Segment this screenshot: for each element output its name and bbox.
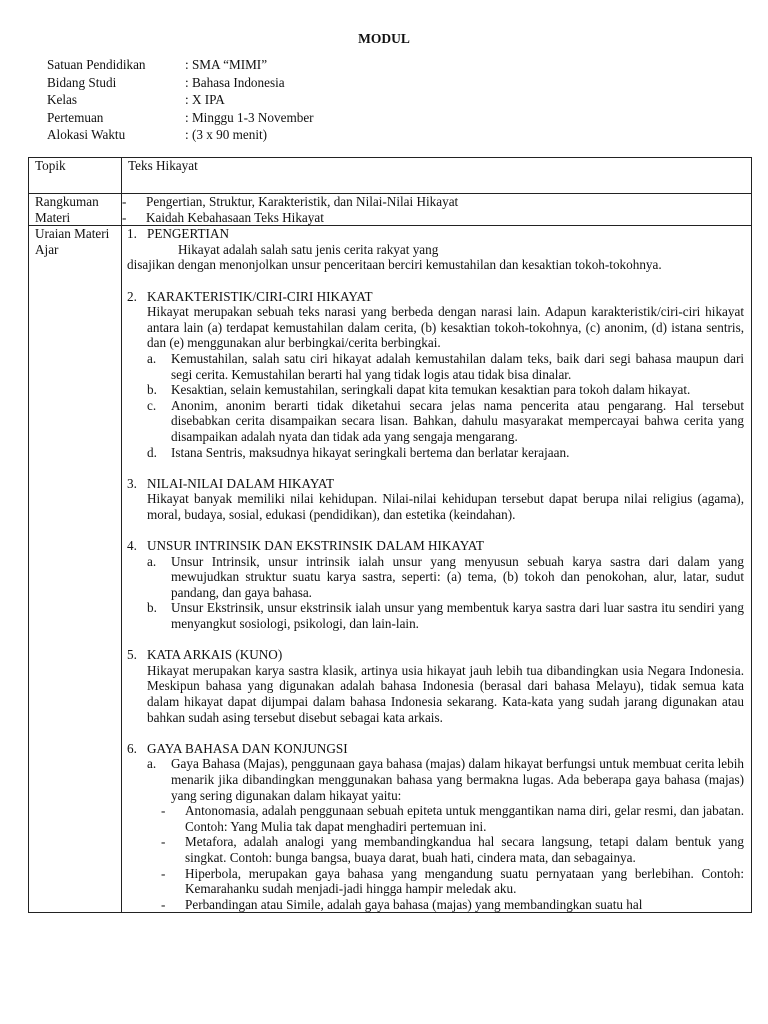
list-item <box>127 756 744 803</box>
table-row-topik <box>29 158 752 194</box>
rangkuman-label: Rangkuman Materi <box>29 194 122 226</box>
list-item <box>127 600 744 631</box>
list-item <box>127 351 744 382</box>
section-number: 1. <box>127 226 137 242</box>
list-item-text: Metafora, adalah analogi yang membandingkandua hal secara langsung, tetapi dalam bentuk yang singkat. Contoh: bunga bangsa, buaya darat, buah hati, cindera mata, dan sebagainya. <box>185 834 744 865</box>
list-item <box>127 834 744 865</box>
list-item-text: Kemustahilan, salah satu ciri hikayat adalah kemustahilan dalam teks, baik dari segi bahasa maupun dari segi cerita. Kemustahilan berarti hal yang tidak logis atau tidak bisa dinalar. <box>171 350 744 382</box>
section-pengertian <box>127 226 744 273</box>
dash-marker: - <box>161 803 166 819</box>
list-item-text: Kaidah Kebahasaan Teks Hikayat <box>146 209 324 225</box>
section-unsur <box>127 538 744 632</box>
list-marker: a. <box>147 756 157 772</box>
meta-value: : SMA “MIMI” <box>185 57 268 72</box>
meta-value: : Bahasa Indonesia <box>185 74 285 90</box>
list-item-text: Anonim, anonim berarti tidak diketahui secara jelas nama pencerita atau pengarang. Hal tersebut disebabkan cerita disampaikan secara lisan. Bahkan, dahulu masyarakat mempercayai bahwa cerita yang disampaikan adalah nyata dan tidak ada yang sengaja mengarang. <box>171 397 744 444</box>
list-item-text: Istana Sentris, maksudnya hikayat seringkali bertema dan berlatar kerajaan. <box>171 444 570 460</box>
meta-row <box>47 75 314 93</box>
meta-row <box>47 57 314 75</box>
module-table <box>28 157 752 913</box>
list-item-text: Kesaktian, selain kemustahilan, seringkali dapat kita temukan kesaktian para tokoh dalam hikayat. <box>171 382 691 398</box>
rangkuman-list <box>122 194 752 226</box>
list-marker: c. <box>147 397 157 413</box>
uraian-label: Uraian Materi Ajar <box>29 226 122 913</box>
section-number: 4. <box>127 538 137 554</box>
section-number: 5. <box>127 647 137 663</box>
meta-label: Kelas <box>47 92 78 107</box>
section-title: KATA ARKAIS (KUNO) <box>147 647 283 663</box>
list-item-text: Antonomasia, adalah penggunaan sebuah epiteta untuk menggantikan nama diri, gelar resmi, dan jabatan. Contoh: Yang Mulia tak dapat menghadiri pertemuan ini. <box>185 803 744 834</box>
list-item <box>122 194 745 210</box>
list-marker: b. <box>147 600 157 616</box>
dash-marker: - <box>122 209 127 225</box>
list-item <box>127 554 744 601</box>
section-number: 3. <box>127 475 137 491</box>
section-heading <box>127 476 744 492</box>
section-title: PENGERTIAN <box>147 226 229 242</box>
paragraph: Hikayat adalah salah satu jenis cerita rakyat yang <box>178 241 439 257</box>
meta-value: : Minggu 1-3 November <box>185 109 314 125</box>
list-item <box>127 803 744 834</box>
list-item <box>127 866 744 897</box>
list-item <box>127 897 744 913</box>
meta-label: Alokasi Waktu <box>47 127 126 142</box>
list-item <box>122 210 745 226</box>
meta-value: : X IPA <box>185 92 225 107</box>
paragraph: Hikayat merupakan sebuah teks narasi yang berbeda dengan narasi lain. Adapun karakteristik/ciri-ciri hikayat antara lain (a) terdapat kemustahilan dalam cerita, (b) kesaktian tokoh-tokohnya, (c) anonim, (d) istana sentris, dan (e) menggunakan alur berbingkai/cerita berbingkai. <box>147 304 744 351</box>
list-item-text: Hiperbola, merupakan gaya bahasa yang mengandung suatu pernyataan yang berlebihan. Contoh: Kemarahanku sudah menjadi-jadi hingga hampir meledak aku. <box>185 865 744 897</box>
list-item-text: Unsur Intrinsik, unsur intrinsik ialah unsur yang menyusun sebuah karya sastra dari dalam yang mewujudkan struktur suatu karya sastra, seperti: (a) tema, (b) tokoh dan penokohan, alur, latar, sudut pandang, dan gaya bahasa. <box>171 553 744 600</box>
meta-label: Satuan Pendidikan <box>47 57 146 72</box>
table-row-uraian <box>29 226 752 913</box>
list-item <box>127 382 744 398</box>
section-gaya-bahasa <box>127 741 744 913</box>
list-marker: b. <box>147 382 157 398</box>
meta-row <box>47 92 314 110</box>
list-item-text: Perbandingan atau Simile, adalah gaya bahasa (majas) yang membandingkan suatu hal <box>185 896 643 912</box>
section-heading <box>127 226 744 242</box>
dash-marker: - <box>122 194 127 209</box>
meta-value: : (3 x 90 menit) <box>185 127 268 142</box>
section-heading <box>127 289 744 305</box>
list-item <box>127 445 744 461</box>
section-arkais <box>127 647 744 725</box>
dash-marker: - <box>161 896 166 912</box>
section-heading <box>127 741 744 757</box>
topik-label: Topik <box>29 158 122 194</box>
list-marker: a. <box>147 553 157 569</box>
section-number: 6. <box>127 740 137 756</box>
section-title: UNSUR INTRINSIK DAN EKSTRINSIK DALAM HIKAYAT <box>147 538 484 554</box>
list-item <box>127 398 744 445</box>
section-number: 2. <box>127 288 137 304</box>
paragraph: Hikayat merupakan karya sastra klasik, artinya usia hikayat jauh lebih tua dibandingkan usia Negara Indonesia. Meskipun bahasa yang digunakan adalah bahasa Indonesia (berasal dari bahasa Melayu), tidak semua kata dalam hikayat dapat dijumpai dalam bahasa Indonesia sekarang. Kata-kata yang sudah jarang digunakan atau bahkan sudah asing tersebut disebut sebagai kata arkais. <box>147 662 744 725</box>
meta-row <box>47 127 314 145</box>
meta-label: Bidang Studi <box>47 74 117 90</box>
meta-row <box>47 110 314 128</box>
section-heading <box>127 538 744 554</box>
table-row-rangkuman <box>29 194 752 226</box>
list-item-text: Gaya Bahasa (Majas), penggunaan gaya bahasa (majas) dalam hikayat berfungsi untuk membuat cerita lebih menarik jika dibandingkan menggunakan bahasa yang bermakna lugas. Ada beberapa gaya bahasa (majas) yang sering digunakan dalam hikayat yaitu: <box>171 756 744 803</box>
topik-value: Teks Hikayat <box>122 158 752 194</box>
section-title: KARAKTERISTIK/CIRI-CIRI HIKAYAT <box>147 288 373 304</box>
dash-marker: - <box>161 865 166 881</box>
paragraph: disajikan dengan menonjolkan unsur penceritaan berciri kemustahilan dan kesaktian tokoh-tokohnya. <box>127 257 662 273</box>
list-marker: a. <box>147 350 157 366</box>
section-nilai <box>127 476 744 523</box>
list-item-text: Pengertian, Struktur, Karakteristik, dan Nilai-Nilai Hikayat <box>146 194 459 209</box>
list-item-text: Unsur Ekstrinsik, unsur ekstrinsik ialah unsur yang membentuk karya sastra dari luar sastra itu sendiri yang menyangkut sosiologi, psikologi, dan lain-lain. <box>171 600 744 632</box>
section-heading <box>127 647 744 663</box>
dash-marker: - <box>161 834 166 850</box>
meta-label: Pertemuan <box>47 109 104 125</box>
uraian-content <box>122 226 752 913</box>
module-meta <box>47 57 314 145</box>
list-marker: d. <box>147 444 157 460</box>
paragraph: Hikayat banyak memiliki nilai kehidupan. Nilai-nilai kehidupan tersebut dapat berupa nilai religius (agama), moral, budaya, sosial, edukasi (pendidikan), dan estetika (keindahan). <box>147 491 744 522</box>
document-title: MODUL <box>358 31 410 46</box>
section-title: NILAI-NILAI DALAM HIKAYAT <box>147 475 335 491</box>
section-karakteristik <box>127 289 744 461</box>
section-title: GAYA BAHASA DAN KONJUNGSI <box>147 740 348 756</box>
